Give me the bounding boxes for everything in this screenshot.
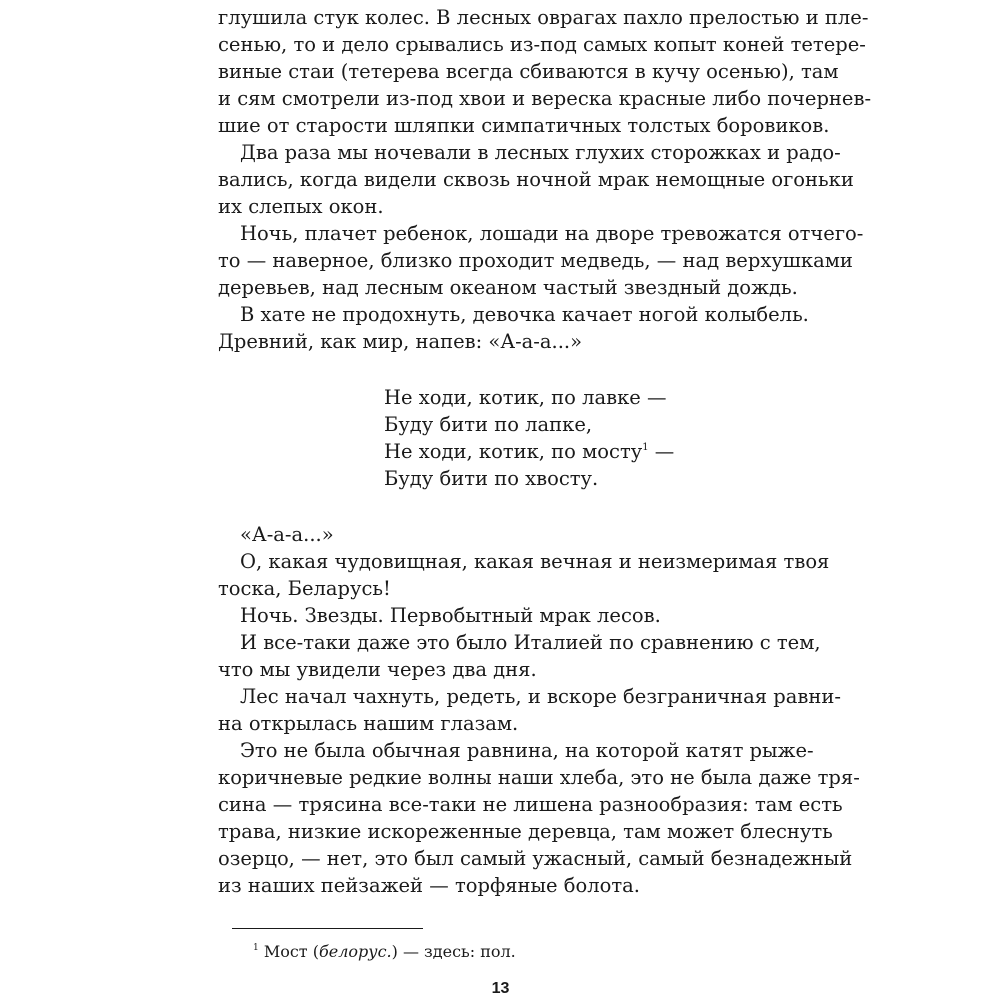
footnote-reference: 1 — [642, 442, 649, 453]
text-line: глушила стук колес. В лесных оврагах пахло прелостью и пле- — [218, 6, 869, 29]
text-line: «А-а-а...» — [240, 523, 334, 546]
text-line: из наших пейзажей — торфяные болота. — [218, 874, 640, 897]
text-line: шие от старости шляпки симпатичных толстых боровиков. — [218, 114, 830, 137]
footnote-text: ) — здесь: пол. — [391, 942, 516, 961]
text-line: В хате не продохнуть, девочка качает ногой колыбель. — [240, 303, 809, 326]
text-line: Древний, как мир, напев: «А-а-а...» — [218, 330, 583, 353]
text-line: их слепых окон. — [218, 195, 384, 218]
text-line: вались, когда видели сквозь ночной мрак немощные огоньки — [218, 168, 854, 191]
text-line: сина — трясина все-таки не лишена разнообразия: там есть — [218, 793, 843, 816]
text-line: на открылась нашим глазам. — [218, 712, 519, 735]
text-line: Ночь. Звезды. Первобытный мрак лесов. — [240, 604, 661, 627]
book-page — [218, 0, 872, 1000]
text-line: виные стаи (тетерева всегда сбиваются в кучу осенью), там — [218, 60, 839, 83]
footnote-italic-text: белорус. — [318, 942, 392, 961]
verse-line — [384, 438, 674, 465]
text-line: озерцо, — нет, это был самый ужасный, самый безнадежный — [218, 847, 853, 870]
verse-line: Буду бити по лапке, — [384, 413, 593, 436]
footnote-text: Мост ( — [258, 942, 319, 961]
text-line: деревьев, над лесным океаном частый звездный дождь. — [218, 276, 798, 299]
text-line: коричневые редкие волны наши хлеба, это не была даже тря- — [218, 766, 860, 789]
footnote-divider — [232, 928, 423, 929]
footnote-mark: 1 — [253, 943, 259, 953]
text-line: тоска, Беларусь! — [218, 577, 391, 600]
text-line: Лес начал чахнуть, редеть, и вскоре безграничная равни- — [240, 685, 841, 708]
text-line: Два раза мы ночевали в лесных глухих сторожках и радо- — [240, 141, 841, 164]
text-line: Это не была обычная равнина, на которой катят рыже- — [240, 739, 814, 762]
verse-line: Не ходи, котик, по лавке — — [384, 386, 667, 409]
text-line: О, какая чудовищная, какая вечная и неизмеримая твоя — [240, 550, 830, 573]
verse-text: Не ходи, котик, по мосту — [384, 440, 643, 463]
footnote — [253, 941, 516, 963]
page-number: 13 — [491, 980, 510, 997]
text-line: И все-таки даже это было Италией по сравнению с тем, — [240, 631, 821, 654]
text-line: Ночь, плачет ребенок, лошади на дворе тревожатся отчего- — [240, 222, 864, 245]
verse-text: — — [648, 440, 675, 463]
text-line: трава, низкие искореженные деревца, там может блеснуть — [218, 820, 833, 843]
text-line: и сям смотрели из-под хвои и вереска красные либо почернев- — [218, 87, 872, 110]
text-line: то — наверное, близко проходит медведь, — над верхушками — [218, 249, 853, 272]
verse-line: Буду бити по хвосту. — [384, 467, 599, 490]
text-line: что мы увидели через два дня. — [218, 658, 537, 681]
text-line: сенью, то и дело срывались из-под самых копыт коней тетере- — [218, 33, 866, 56]
